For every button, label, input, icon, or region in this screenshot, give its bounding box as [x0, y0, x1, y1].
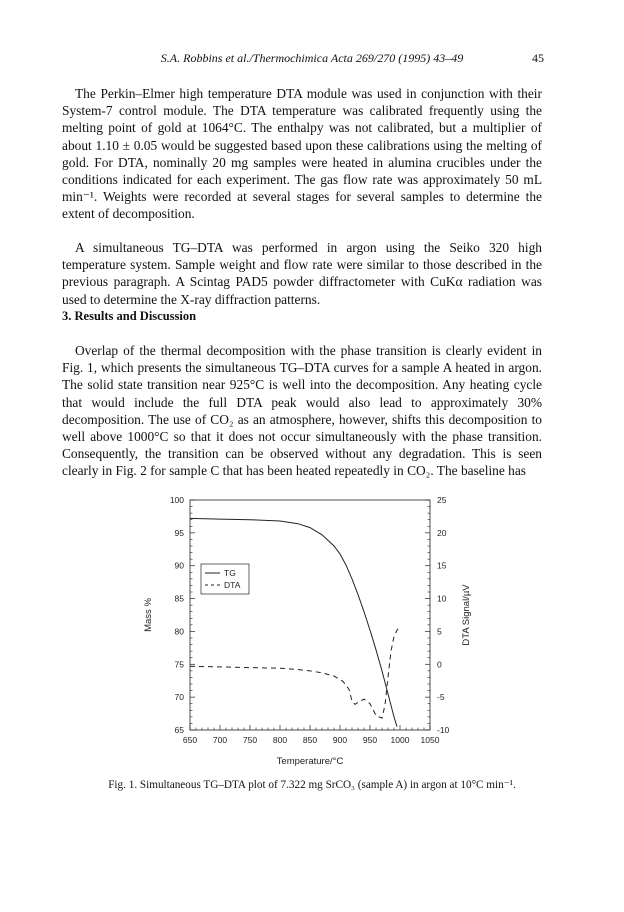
dta-series-line: [190, 626, 400, 718]
y-axis-left-title: Mass %: [143, 598, 154, 632]
y-left-tick-label: 85: [174, 593, 184, 604]
y-right-tick-label: 0: [437, 659, 442, 670]
x-tick-label: 650: [182, 735, 198, 745]
figure-1-tg-dta-chart: [0, 480, 624, 780]
running-title: S.A. Robbins et al./Thermochimica Acta 269/270 (1995) 43–49: [160, 51, 464, 65]
y-left-tick-label: 80: [174, 626, 184, 637]
y-left-tick-label: 75: [174, 659, 184, 670]
x-tick-label: 750: [242, 735, 258, 745]
y-left-tick-label: 90: [174, 560, 184, 571]
tg-series-line: [190, 518, 397, 726]
legend-dta-label: DTA: [224, 580, 241, 590]
x-tick-label: 1000: [390, 735, 410, 745]
plot-frame: [190, 500, 430, 730]
y-left-tick-label: 100: [169, 495, 184, 505]
y-right-tick-label: 20: [437, 527, 447, 538]
running-header: [0, 51, 624, 69]
page-number: 45: [532, 51, 544, 65]
x-tick-label: 950: [362, 735, 378, 745]
paragraph-results: Overlap of the thermal decomposition with the phase transition is clearly evident in Fig. 1, which presents the simultaneous TG–DTA curves for a sample A heated in argon. The solid state transition near 925°C is well into the decomposition. Any heating cycle that would include the full DTA peak would also lead to approximately 30% decomposition. The use of CO₂ as an atmosphere, however, shifts this decomposition to well above 1000°C so that it does not occur simultaneously with the phase transition. Consequently, the transition can be observed without any degradation. This is seen clearly in Fig. 2 for sample C that has been heated repeatedly in CO₂. The baseline has: [62, 343, 542, 479]
x-tick-label: 700: [212, 735, 228, 745]
y-left-tick-label: 65: [174, 725, 184, 735]
x-tick-label: 1050: [420, 735, 440, 745]
paragraph-methods-dta: The Perkin–Elmer high temperature DTA module was used in conjunction with their System-7 control module. The DTA temperature was calibrated frequently using the melting point of gold at 1064°C. The enthalpy was not calibrated, but a multiplier of about 1.10 ± 0.05 would be suggested based upon these calibrations using the melting of gold. For DTA, nominally 20 mg samples were heated in alumina crucibles under the conditions indicated for each experiment. The gas flow rate was approximately 50 mL min⁻¹. Weights were recorded at several stages for several samples to determine the extent of decomposition.: [62, 86, 542, 222]
y-right-tick-label: 5: [437, 626, 442, 637]
y-left-tick-label: 95: [174, 527, 184, 538]
y-right-tick-label: -5: [437, 692, 445, 703]
section-heading: 3. Results and Discussion: [62, 309, 197, 323]
y-right-tick-label: 25: [437, 495, 447, 505]
x-tick-label: 850: [302, 735, 318, 745]
y-axis-right-title: DTA Signal/µV: [461, 584, 472, 646]
x-tick-label: 800: [272, 735, 288, 745]
y-left-tick-label: 70: [174, 692, 184, 703]
figure-caption: Fig. 1. Simultaneous TG–DTA plot of 7.322 mg SrCO₃ (sample A) in argon at 10°C min⁻¹.: [108, 779, 516, 791]
legend-tg-label: TG: [224, 568, 236, 578]
y-right-tick-label: 15: [437, 560, 447, 571]
y-right-tick-label: -10: [437, 725, 450, 735]
y-right-tick-label: 10: [437, 593, 447, 604]
x-tick-label: 900: [332, 735, 348, 745]
paragraph-methods-tgdta: A simultaneous TG–DTA was performed in argon using the Seiko 320 high temperature system. Sample weight and flow rate were similar to those described in the previous paragraph. A Scintag PAD5 powder diffractometer with CuKα radiation was used to determine the X-ray diffraction patterns.: [62, 240, 542, 307]
legend: [201, 564, 249, 594]
x-axis-title: Temperature/°C: [276, 756, 344, 767]
